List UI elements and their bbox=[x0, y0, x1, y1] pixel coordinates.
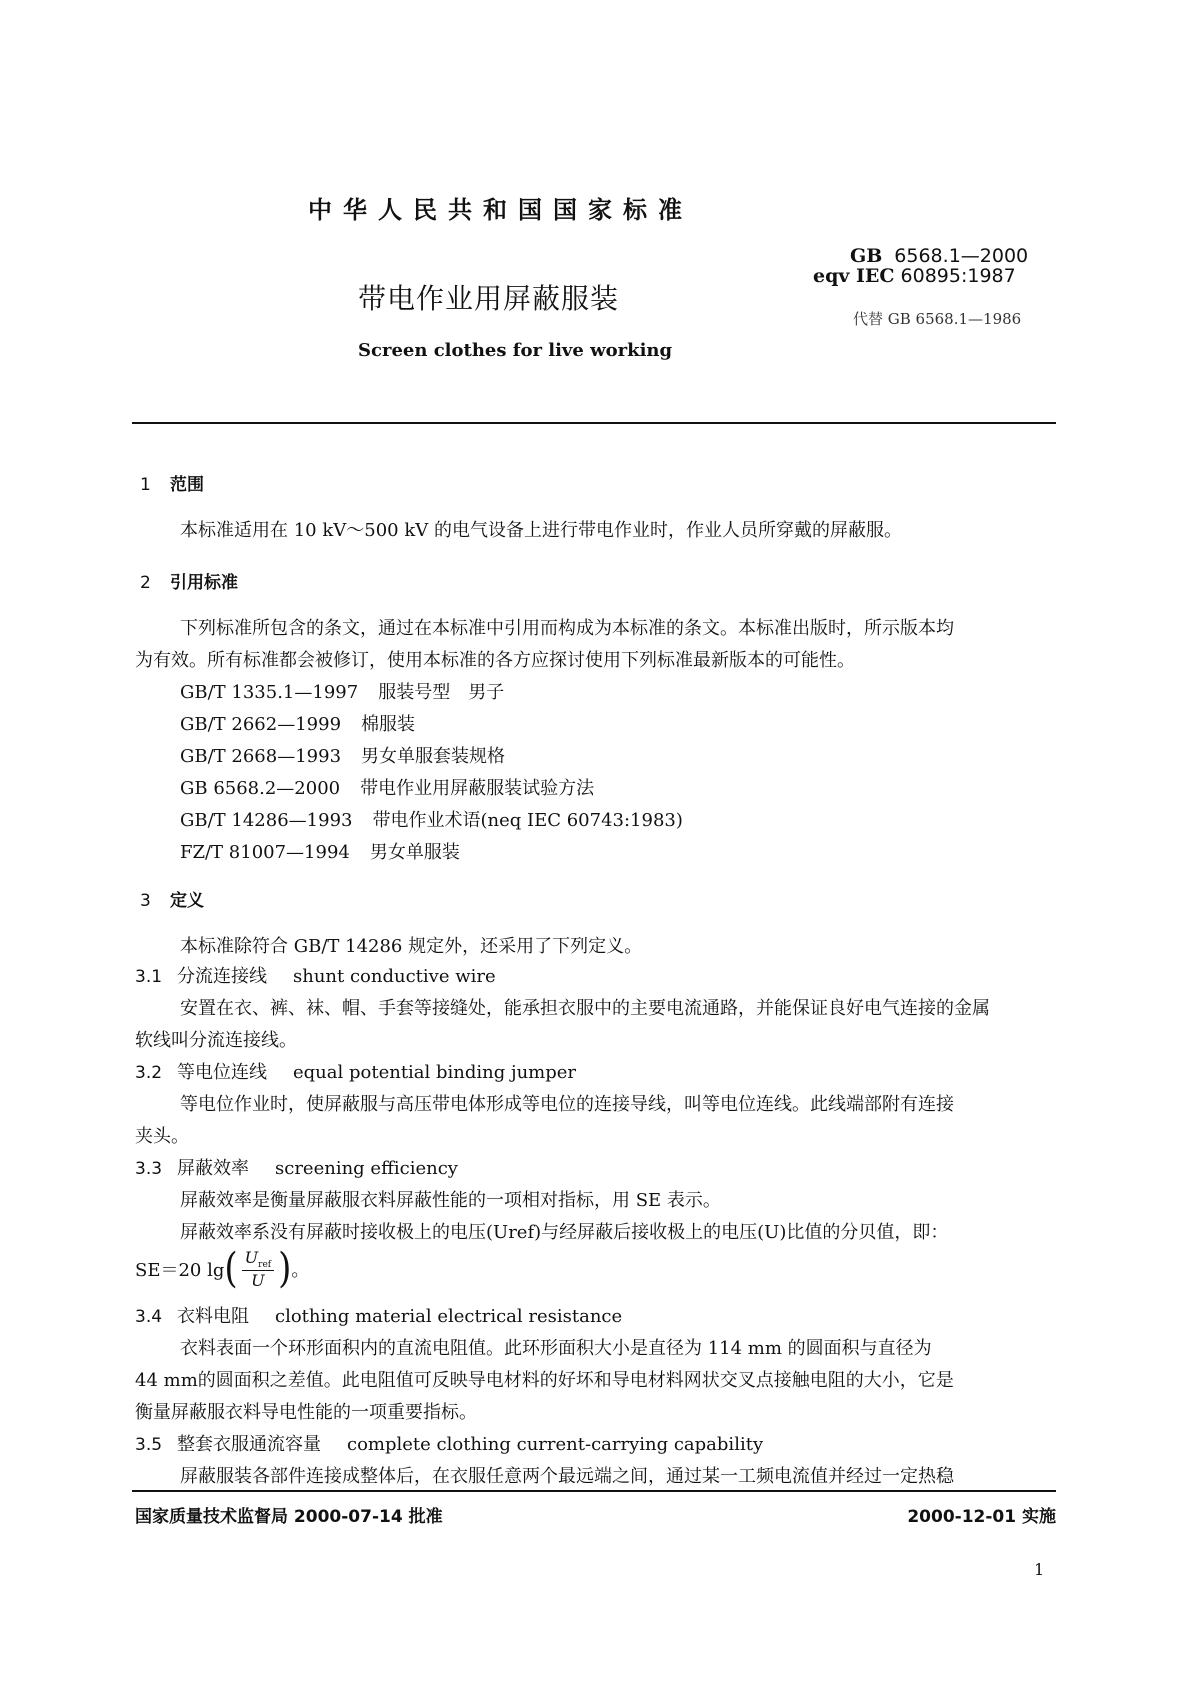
section-2-number: 2 bbox=[140, 573, 151, 593]
section-2-intro-line-2: 为有效。所有标准都会被修订，使用本标准的各方应探讨使用下列标准最新版本的可能性。 bbox=[135, 650, 855, 671]
definition-3-3-heading bbox=[135, 1154, 458, 1180]
header-divider bbox=[132, 422, 1056, 424]
definition-number: 3.3 bbox=[135, 1159, 163, 1179]
definition-3-4-heading bbox=[135, 1302, 622, 1328]
section-3-number: 3 bbox=[140, 891, 151, 911]
section-2-heading bbox=[140, 568, 238, 593]
definition-3-2-heading bbox=[135, 1058, 576, 1084]
reference-code: GB/T 14286—1993 bbox=[180, 810, 353, 831]
reference-code: GB/T 1335.1—1997 bbox=[180, 682, 359, 703]
definition-number: 3.5 bbox=[135, 1435, 163, 1455]
formula-right-paren: ) bbox=[278, 1245, 292, 1294]
reference-code: FZ/T 81007—1994 bbox=[180, 842, 350, 863]
standard-code bbox=[850, 245, 1028, 267]
definition-term-en: equal potential binding jumper bbox=[293, 1062, 577, 1083]
reference-item bbox=[180, 742, 505, 768]
reference-code: GB/T 2662—1999 bbox=[180, 714, 342, 735]
reference-item bbox=[180, 710, 415, 736]
section-3-heading bbox=[140, 886, 204, 911]
formula-suffix: 。 bbox=[291, 1260, 310, 1282]
section-1-number: 1 bbox=[140, 475, 151, 495]
definition-3-1-heading bbox=[135, 962, 496, 988]
reference-code: GB 6568.2—2000 bbox=[180, 778, 341, 799]
equivalent-standard-value: 60895:1987 bbox=[900, 265, 1016, 287]
definition-number: 3.1 bbox=[135, 967, 163, 987]
reference-title: 带电作业术语(neq IEC 60743:1983) bbox=[372, 810, 683, 831]
section-1-heading bbox=[140, 470, 204, 495]
reference-title: 带电作业用屏蔽服装试验方法 bbox=[360, 778, 595, 799]
reference-code: GB/T 2668—1993 bbox=[180, 746, 342, 767]
implementation-date: 2000-12-01 实施 bbox=[907, 1507, 1056, 1527]
section-3-title: 定义 bbox=[170, 891, 204, 911]
section-1-body: 本标准适用在 10 kV～500 kV 的电气设备上进行带电作业时，作业人员所穿戴的屏蔽服。 bbox=[180, 520, 902, 541]
equivalent-standard-label: eqv IEC bbox=[813, 265, 895, 287]
formula-fraction bbox=[242, 1248, 274, 1290]
definition-3-4-line-2: 44 mm的圆面积之差值。此电阻值可反映导电材料的好坏和导电材料网状交叉点接触电阻的大小，它是 bbox=[135, 1370, 954, 1391]
formula-left-paren: ( bbox=[224, 1245, 238, 1294]
reference-item bbox=[180, 806, 683, 832]
definition-3-2-line-1: 等电位作业时，使屏蔽服与高压带电体形成等电位的连接导线，叫等电位连线。此线端部附有连接 bbox=[180, 1094, 954, 1115]
definition-3-4-line-3: 衡量屏蔽服衣料导电性能的一项重要指标。 bbox=[135, 1402, 477, 1423]
definition-term-en: clothing material electrical resistance bbox=[275, 1306, 623, 1327]
formula-numerator: $U_{ref}$ bbox=[242, 1248, 274, 1271]
formula-prefix: SE＝20 lg bbox=[135, 1260, 225, 1282]
reference-title: 棉服装 bbox=[361, 714, 416, 735]
definition-term-en: screening efficiency bbox=[275, 1158, 458, 1179]
definition-number: 3.4 bbox=[135, 1307, 163, 1327]
definition-3-5-line-1: 屏蔽服装各部件连接成整体后，在衣服任意两个最远端之间，通过某一工频电流值并经过一定热稳 bbox=[180, 1466, 954, 1487]
standard-code-label: GB bbox=[850, 245, 883, 267]
definition-number: 3.2 bbox=[135, 1063, 163, 1083]
reference-item bbox=[180, 774, 594, 800]
document-title-cn: 带电作业用屏蔽服装 bbox=[358, 282, 620, 315]
definition-term-en: shunt conductive wire bbox=[293, 966, 496, 987]
definition-term: 整套衣服通流容量 bbox=[177, 1434, 321, 1455]
section-2-title: 引用标准 bbox=[170, 573, 238, 593]
definition-term-en: complete clothing current-carrying capability bbox=[347, 1434, 764, 1455]
replaces-standard: 代替 GB 6568.1—1986 bbox=[853, 310, 1022, 328]
reference-item bbox=[180, 678, 504, 704]
section-1-title: 范围 bbox=[170, 475, 204, 495]
definition-3-3-line-2: 屏蔽效率系没有屏蔽时接收极上的电压(Uref)与经屏蔽后接收极上的电压(U)比值的分贝值，即： bbox=[180, 1222, 949, 1243]
definition-3-5-heading bbox=[135, 1430, 763, 1456]
definition-term: 屏蔽效率 bbox=[177, 1158, 249, 1179]
screening-efficiency-formula bbox=[135, 1245, 310, 1294]
reference-title: 服装号型 男子 bbox=[378, 682, 505, 703]
section-3-intro: 本标准除符合 GB/T 14286 规定外，还采用了下列定义。 bbox=[180, 936, 643, 957]
reference-title: 男女单服套装规格 bbox=[361, 746, 506, 767]
section-2-intro-line-1: 下列标准所包含的条文，通过在本标准中引用而构成为本标准的条文。本标准出版时，所示版本均 bbox=[180, 618, 954, 639]
definition-3-3-line-1: 屏蔽效率是衡量屏蔽服衣料屏蔽性能的一项相对指标，用 SE 表示。 bbox=[180, 1190, 721, 1211]
definition-term: 等电位连线 bbox=[177, 1062, 267, 1083]
definition-term: 分流连接线 bbox=[177, 966, 267, 987]
document-title-en: Screen clothes for live working bbox=[358, 340, 673, 361]
reference-title: 男女单服装 bbox=[369, 842, 460, 863]
reference-item bbox=[180, 838, 460, 864]
standard-code-value: 6568.1—2000 bbox=[894, 245, 1029, 267]
approval-date: 国家质量技术监督局 2000-07-14 批准 bbox=[135, 1507, 443, 1527]
definition-3-1-line-1: 安置在衣、裤、袜、帽、手套等接缝处，能承担衣服中的主要电流通路，并能保证良好电气连接的金属 bbox=[180, 998, 990, 1019]
page-number: 1 bbox=[1034, 1560, 1045, 1579]
national-standard-heading: 中华人民共和国国家标准 bbox=[308, 196, 693, 224]
definition-3-2-line-2: 夹头。 bbox=[135, 1126, 189, 1147]
definition-3-1-line-2: 软线叫分流连接线。 bbox=[135, 1030, 297, 1051]
definition-term: 衣料电阻 bbox=[177, 1306, 249, 1327]
equivalent-standard bbox=[813, 265, 1016, 287]
formula-denominator: U bbox=[251, 1271, 265, 1291]
definition-3-4-line-1: 衣料表面一个环形面积内的直流电阻值。此环形面积大小是直径为 114 mm 的圆面积与直径为 bbox=[180, 1338, 932, 1359]
footer-divider bbox=[132, 1490, 1056, 1492]
